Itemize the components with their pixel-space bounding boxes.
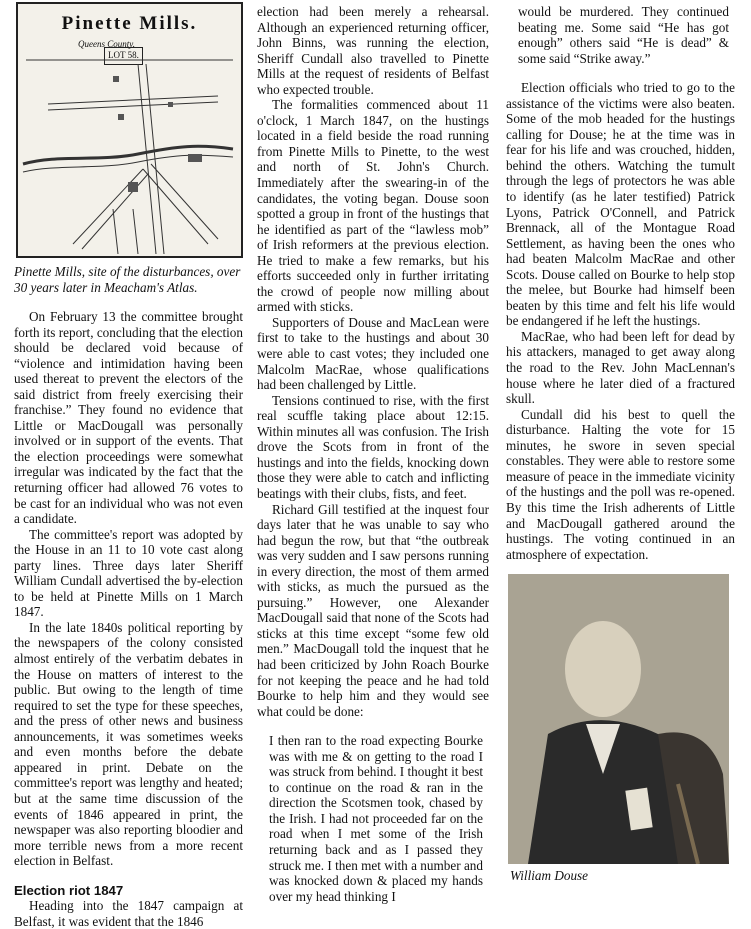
- paragraph: Supporters of Douse and MacLean were first to take to the hustings and about 30 were able to cast votes; they included one Malcolm MacRae, whose qualifications had been challenged by Little.: [257, 314, 489, 393]
- portrait-image: [508, 574, 729, 864]
- paragraph: MacRae, who had been left for dead by his attackers, managed to get away along the road to the Rev. John MacLennan's house where he later died of a fractured skull.: [506, 328, 735, 407]
- paragraph: The committee's report was adopted by the House in an 11 to 10 vote cast along party lines. Three days later Sheriff William Cundall advertised the by-election to be held at Pinette Mills on 1 March 1847.: [14, 526, 243, 620]
- map-lot-label: LOT 58.: [104, 47, 143, 65]
- paragraph: Tensions continued to rise, with the first real scuffle taking place about 12:15. Within minutes all was confusion. The Irish drove the Scots from in front of the hustings and into the fields, knocking down those they were able to catch and inflicting beatings with their clubs, fists, and feet.: [257, 392, 489, 501]
- column-3: [506, 4, 735, 884]
- block-quote-continued: would be murdered. They continued beating me. Some said “He has got enough” others said “He is dead” & some said “Strike away.”: [518, 4, 729, 66]
- paragraph: Election officials who tried to go to the assistance of the victims were also beaten. Some of the mob headed for the hustings calling for Douse; he at the time was in fear for his life and was crouched, hidden, behind the others. Watching the tumult through the legs of protectors he was able to identify (as he later testified) Patrick Lyons, Patrick O'Connell, and Patrick Brennack, all of the Montague Road Settlement, as having been the ones who had beaten Malcolm MacRae and other Scots. Douse called on Bourke to help stop the melee, but Bourke had himself been beaten by this time and felt his life would be endangered if he left the hustings.: [506, 80, 735, 329]
- portrait-caption: William Douse: [510, 868, 589, 884]
- paragraph: Cundall did his best to quell the disturbance. Halting the vote for 15 minutes, he swore in seven special constables. They were able to restore some measure of peace in the immediate vicinity of the hustings and the poll was re-opened. By this time the Irish adherents of Little and MacDougall gathered around the hustings. The voting continued in an atmosphere of expectation.: [506, 406, 735, 562]
- paragraph: In the late 1840s political reporting by the newspapers of the colony consisted almost entirely of the verbatim debates in the House on matters of interest to the public. But owing to the length of time required to set the type for these speeches, and the press of other news and business announcements, it was sometimes weeks and even months before the debate appeared in print. Debate on the committee's report was lengthy and heated; but at the same time discussion of the events of 1846 appeared in print, the newspaper was also reporting bloodier and more terrible news from a more recent election in Belfast.: [14, 619, 243, 869]
- map-subtitle: Queens County.: [78, 39, 135, 49]
- portrait-drawing: [508, 574, 729, 864]
- paragraph: election had been merely a rehearsal. Although an experienced returning officer, John Binns, was running the election, Sheriff Cundall also travelled to Pinette Mills at the request of residents of Belfast who expected trouble.: [257, 4, 489, 97]
- map-figure: [16, 2, 243, 258]
- map-caption: Pinette Mills, site of the disturbances, over 30 years later in Meacham's Atlas.: [14, 264, 241, 295]
- section-heading: Election riot 1847: [14, 882, 124, 898]
- column-2: [257, 4, 489, 904]
- paragraph: On February 13 the committee brought forth its report, concluding that the election should be declared void because of “violence and intimidation having been used thereat to prevent the electors of the said district from freely exercising their franchise.” They found no evidence that Little or MacDougall was personally involved or in support of the events. That the election proceedings were somewhat irregular was indicated by the fact that the returning officer had allowed 76 votes to be cast for an individual who was not even a candidate.: [14, 309, 243, 527]
- block-quote: I then ran to the road expecting Bourke was with me & on getting to the road I was struck from behind. I thought it best to continue on the road & ran in the direction the Scotsmen took, chased by the Irish. I had not proceeded far on the road when I met some of the Irish returning back and as I passed they struck me. I then met with a number and was knocked down & placed my hands over my head thinking I: [269, 733, 483, 904]
- map-title: Pinette Mills.: [61, 13, 198, 34]
- paragraph: The formalities commenced about 11 o'clock, 1 March 1847, on the hustings located in a field beside the road running from Pinette Mills to Pinette, to the west and north of St. John's Church. Immediately after the swearing-in of the candidates, the voting began. Douse soon spotted a group in front of the hustings that he identified as part of the “lawless mob” of Irish reformers at the previous election. He tried to make a few remarks, but his efforts succeeded only in further irritating the crowd of people now milling about armed with sticks.: [257, 97, 489, 315]
- paragraph: Heading into the 1847 campaign at Belfast, it was evident that the 1846: [14, 898, 243, 929]
- paragraph: Richard Gill testified at the inquest four days later that he was unable to say who had begun the row, but that “the outbreak was very sudden and I saw persons running in every direction, the most of them armed with sticks, as much the pursued as the pursuing.” However, one Alexander MacDougall said that none of the Scots had sticks at this time except “some few old men.” MacDougall told the inquest that he had been criticized by John Roach Bourke for not keeping the peace and he had told Bourke to help him and they would see what could be done:: [257, 501, 489, 719]
- column-1: [14, 2, 243, 929]
- map-drawing: [18, 4, 241, 256]
